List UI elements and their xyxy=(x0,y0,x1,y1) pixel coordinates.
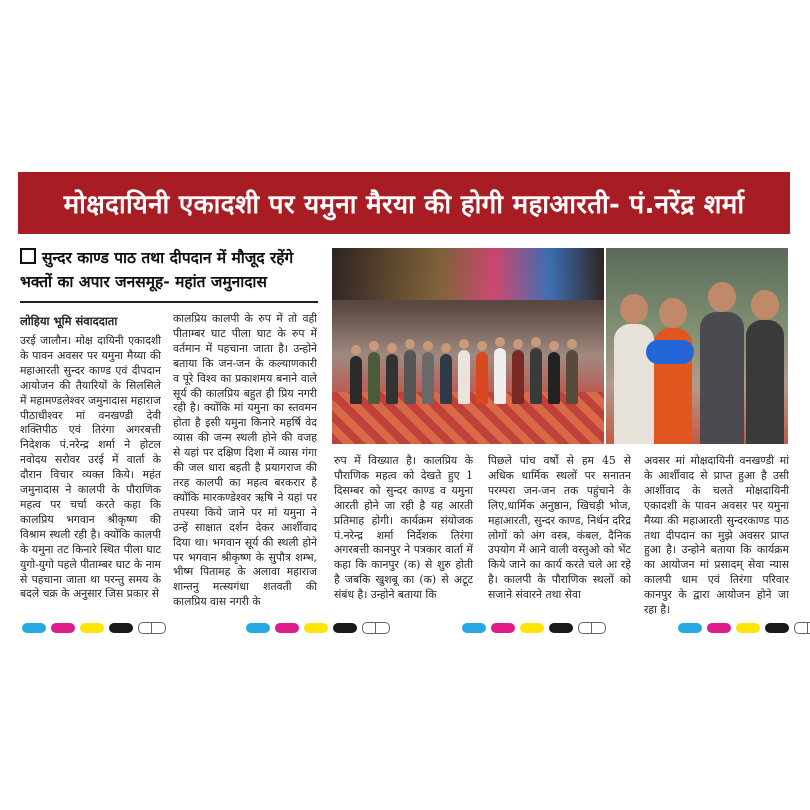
photo-person xyxy=(494,348,506,404)
column-5-text: अवसर मां मोक्षदायिनी वनखण्डी मां के आर्शीवाद से प्राप्त हुआ है उसी आर्शीवाद के चलते मोक्षदायिनी एकादशी के पावन अवसर पर यमुना मैय्या की महाआरती सुन्दरकाण्ड पाठ तथा दीपदान का मुझे अवसर प्राप्त हुआ है। उन्होने बताया कि कार्यक्रम का आयोजन मां प्रसादम् सेवा न्यास कालपी धाम एवं तिरंगा परिवार कानपुर के द्वारा आयोजन होने जा रहा है। xyxy=(644,454,789,617)
subheadline-divider xyxy=(20,301,318,303)
photo-person xyxy=(548,352,560,404)
photo-person xyxy=(350,356,362,404)
photo-person xyxy=(700,312,744,444)
article-column-4 xyxy=(488,454,631,618)
article-column-5 xyxy=(644,454,789,618)
photo-person xyxy=(476,352,488,404)
photo-person xyxy=(614,324,654,444)
byline: लोहिया भूमि संवाददाता xyxy=(20,314,118,328)
article-column-2 xyxy=(173,312,317,618)
photo-person xyxy=(404,350,416,404)
registration-mark-icon xyxy=(462,621,606,635)
photo-person xyxy=(530,348,542,404)
article-column-3 xyxy=(334,454,473,618)
headline-banner xyxy=(18,172,790,234)
award-presentation-photo xyxy=(606,248,788,444)
photo-person xyxy=(746,320,784,444)
photo-person xyxy=(386,354,398,404)
photo-person xyxy=(368,352,380,404)
registration-mark-icon xyxy=(678,621,810,635)
column-3-text: रुप में विख्यात है। कालप्रिय के पौराणिक महत्व को देखते हुए 1 दिसम्बर को सुन्दर काण्ड व यमुना आरती होने जा रही है यह आरती प्रतिमाह होगी। कार्यक्रम संयोजक पं.नरेन्द्र शर्मा निर्देशक तिरंगा अगरबत्ती कानपुर ने पत्रकार वार्ता में कहा कि कानपुर (क) से शुरु होती है जबकि खुशबू का (क) से अटूट संबंध है। उन्होने बताया कि xyxy=(334,454,473,602)
photo-person xyxy=(422,352,434,404)
subheadline-block xyxy=(20,246,320,294)
photo-person xyxy=(440,354,452,404)
registration-mark-icon xyxy=(246,621,390,635)
article-column-1 xyxy=(20,334,161,618)
photo-person xyxy=(458,350,470,404)
column-4-text: पिछले पांच वर्षो से हम 45 से अधिक धार्मिक स्थलों पर सनातन परम्परा जन-जन तक पहुंचाने के लिए,धार्मिक अनुष्ठान, खिचड़ी भोज, महाआरती, सुन्दर काण्ड, निर्धन दरिद्र लोगों को अंग वस्त्र, कंबल, दैनिक उपयोग में आने वाली वस्तुओ को भेंट किये जाने का कार्य करते चले आ रहे है। कालपी के पौराणिक स्थलों को सजाने संवारने तथा सेवा xyxy=(488,454,631,602)
photo-ceiling-lights xyxy=(332,248,604,300)
photo-person xyxy=(566,350,578,404)
column-1-text: उरई जालौन। मोक्ष दायिनी एकादशी के पावन अवसर पर यमुना मैय्या की महाआरती सुन्दर काण्ड एवं दीपदान आयोजन की तैयारियों के सिलसिले में महामण्डलेश्वर जमुनादास महाराज पीठाधीश्वर मां वनखण्डी देवी शक्तिपीठ एवं तिरंगा अगरबत्ती निदेशक पं.नरेन्द्र शर्मा ने होटल नवोदय सरोवर उरई में वार्ता के दौरान विचार व्यक्त किये। महंत जमुनादास ने कालपी के पौराणिक महत्व पर चर्चा करते कहा कि कालप्रिय भगवान श्रीकृष्ण की विश्राम स्थली रही है। क्योंकि कालपी के यमुना तट किनारे स्थित पीला घाट युगो-युगो पहले पीताम्बर घाट के नाम से पहचाना जाता था परन्तु समय के बदले चक्र के अनुसार जिस प्रकार से xyxy=(20,334,161,601)
event-group-photo xyxy=(332,248,604,444)
registration-mark-icon xyxy=(22,621,166,635)
photo-gift-box xyxy=(646,340,694,364)
headline: मोक्षदायिनी एकादशी पर यमुना मैरया की होगी महाआरती- पं.नरेंद्र शर्मा xyxy=(63,190,745,220)
checkbox-bullet-icon xyxy=(20,248,36,264)
photo-person xyxy=(512,350,524,404)
subheadline: सुन्दर काण्ड पाठ तथा दीपदान में मौजूद रहेंगे भक्तों का अपार जनसमूह- महांत जमुनादास xyxy=(20,249,294,291)
column-2-text: कालप्रिय कालपी के रुप में तो वही पीताम्बर घाट पीला घाट के रुप में वर्तमान में पहचाना जाता है। उन्होने बताया कि जन-जन के कल्याणकारी व पूरे विश्व का प्रकाशमय बनाने वाले सूर्य की कालप्रिय बहुत ही प्रिय नगरी रही है। क्योंकि मां यमुना का स्तवमन होता है इसी यमुना किनारे महर्षि वेद व्यास की जन्म स्थली होने की वजह से यहां पर दक्षिण दिशा में व्यास गंगा की जल धारा बहती है प्रयागराज की तरह कालपी का महत्व बरकरार है क्योंकि मारकण्डेश्वर ऋषि ने यहां पर तपस्या किये जाने पर मां यमुना ने उन्हें साक्षात दर्शन देकर आर्शीवाद दिया था। भगवान सूर्य की स्थली होने पर भगवान श्रीकृष्ण के सुपौत्र शम्भ, भीष्म पितामह के अलावा महाराज शान्तनु मत्स्यगंधा शतवती की कालप्रिय वास नगरी के xyxy=(173,312,317,609)
